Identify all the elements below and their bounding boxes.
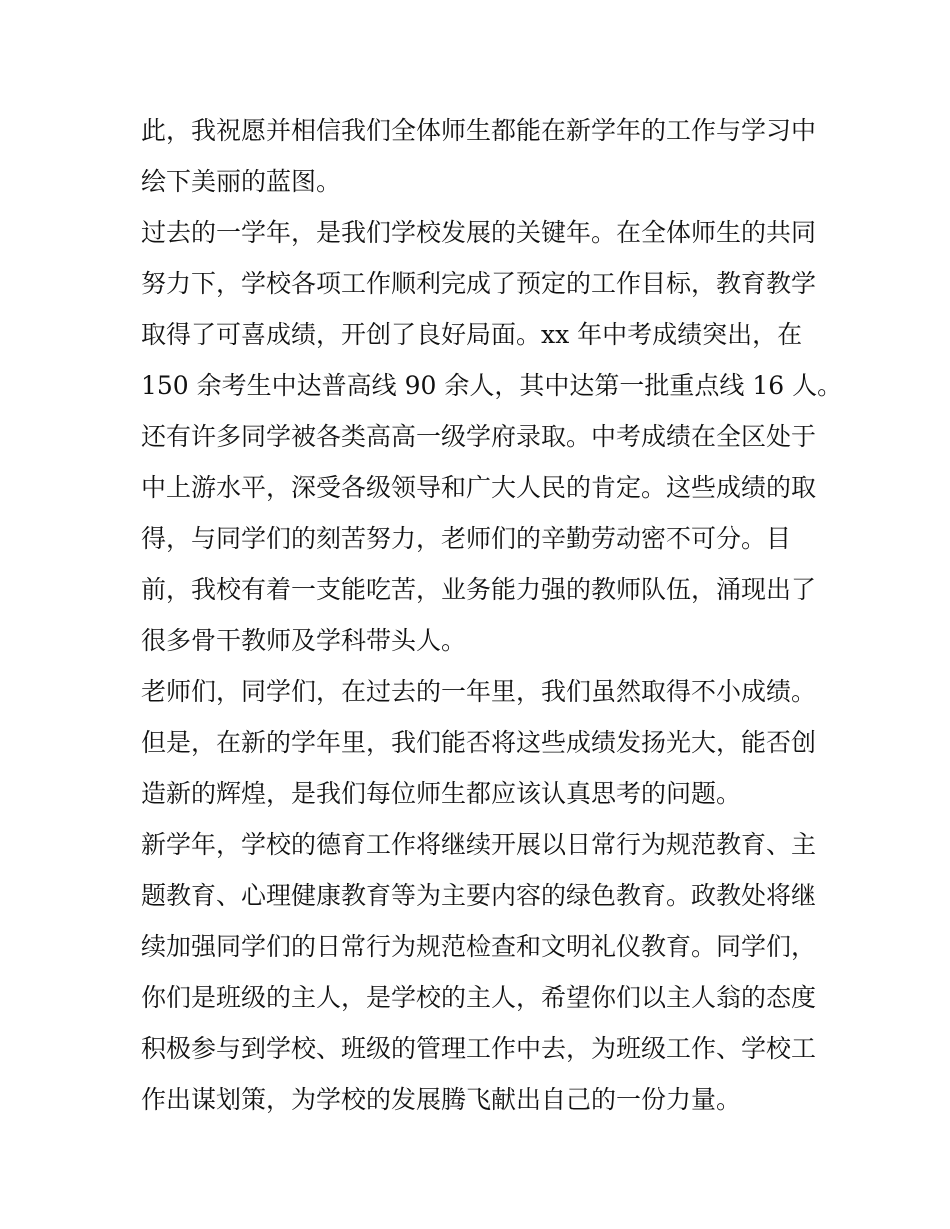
text-line: 绘下美丽的蓝图。: [141, 167, 342, 196]
text-line: 得，与同学们的刻苦努力，老师们的辛勤劳动密不可分。目: [141, 524, 792, 553]
text-line: 此，我祝愿并相信我们全体师生都能在新学年的工作与学习中: [141, 116, 817, 145]
text-line: 150 余考生中达普高线 90 余人，其中达第一批重点线 16 人。: [141, 371, 843, 400]
document-body: [141, 105, 843, 1125]
text-line: 取得了可喜成绩，开创了良好局面。xx 年中考成绩突出，在: [141, 320, 803, 349]
text-line: 你们是班级的主人，是学校的主人，希望你们以主人翁的态度: [141, 983, 817, 1012]
text-line: 题教育、心理健康教育等为主要内容的绿色教育。政教处将继: [141, 881, 817, 910]
paragraph-3: [141, 666, 817, 819]
text-line: 老师们，同学们，在过去的一年里，我们虽然取得不小成绩。: [141, 677, 817, 706]
paragraph-2: [141, 207, 843, 666]
text-line: 中上游水平，深受各级领导和广大人民的肯定。这些成绩的取: [141, 473, 817, 502]
text-line: 新学年，学校的德育工作将继续开展以日常行为规范教育、主: [141, 830, 817, 859]
text-line: 努力下，学校各项工作顺利完成了预定的工作目标，教育教学: [141, 269, 817, 298]
text-line: 但是，在新的学年里，我们能否将这些成绩发扬光大，能否创: [141, 728, 817, 757]
text-line: 前，我校有着一支能吃苦，业务能力强的教师队伍，涌现出了: [141, 575, 817, 604]
paragraph-4: [141, 819, 817, 1125]
text-line: 还有许多同学被各类高高一级学府录取。中考成绩在全区处于: [141, 422, 817, 451]
text-line: 积极参与到学校、班级的管理工作中去，为班级工作、学校工: [141, 1034, 817, 1063]
text-line: 造新的辉煌，是我们每位师生都应该认真思考的问题。: [141, 779, 742, 808]
text-line: 作出谋划策，为学校的发展腾飞献出自己的一份力量。: [141, 1085, 742, 1114]
text-line: 续加强同学们的日常行为规范检查和文明礼仪教育。同学们，: [141, 932, 817, 961]
text-line: 过去的一学年，是我们学校发展的关键年。在全体师生的共同: [141, 218, 817, 247]
text-line: 很多骨干教师及学科带头人。: [141, 626, 467, 655]
paragraph-1: [141, 105, 817, 207]
